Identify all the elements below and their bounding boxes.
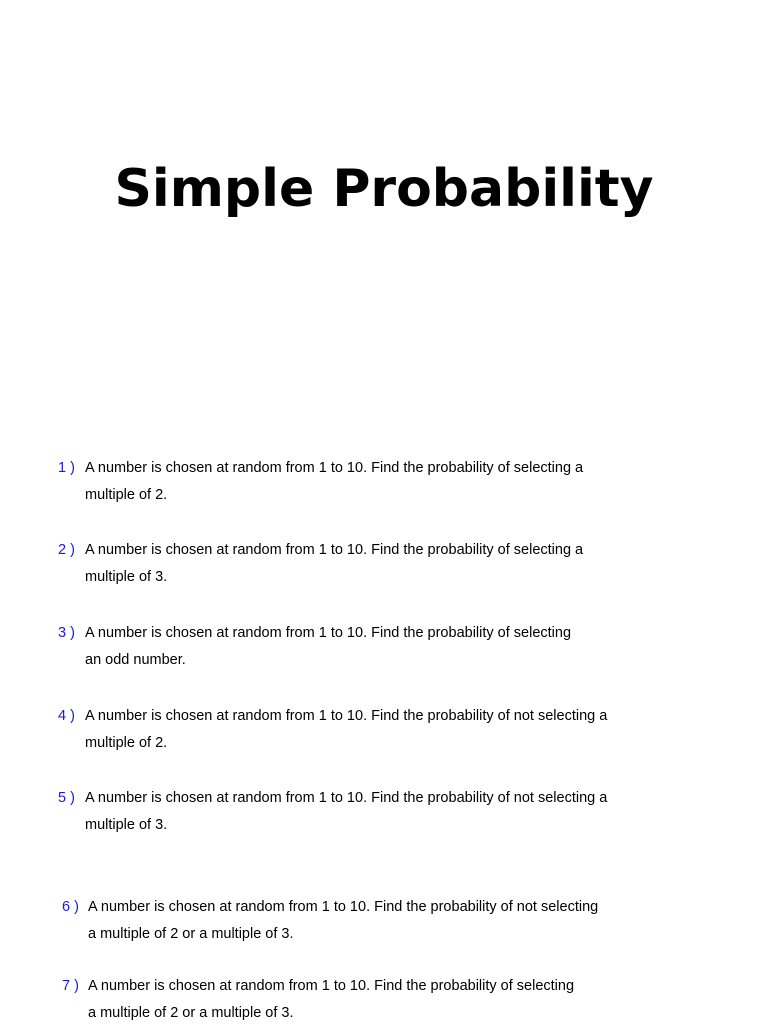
- page-title: Simple Probability: [114, 159, 654, 219]
- question-text: A number is chosen at random from 1 to 10. Find the probability of selecting a multiple of 2 or a multiple of 3.: [88, 978, 575, 1021]
- question-number: 6 ): [62, 899, 79, 915]
- question-text: A number is chosen at random from 1 to 10. Find the probability of not selecting a multiple of 2.: [85, 708, 608, 751]
- question-4: [58, 703, 607, 756]
- question-text: A number is chosen at random from 1 to 10. Find the probability of selecting an odd number.: [85, 625, 572, 668]
- question-text: A number is chosen at random from 1 to 10. Find the probability of not selecting a multiple of 3.: [85, 790, 608, 833]
- question-number: 1 ): [58, 460, 75, 476]
- question-1: [58, 455, 583, 508]
- question-7: [62, 973, 574, 1026]
- question-6: [62, 894, 598, 947]
- question-number: 5 ): [58, 790, 75, 806]
- question-2: [58, 537, 583, 590]
- question-text: A number is chosen at random from 1 to 10. Find the probability of selecting a multiple of 3.: [85, 542, 584, 585]
- question-3: [58, 620, 571, 673]
- question-number: 7 ): [62, 978, 79, 994]
- question-number: 4 ): [58, 708, 75, 724]
- question-text: A number is chosen at random from 1 to 10. Find the probability of not selecting a multiple of 2 or a multiple of 3.: [88, 899, 599, 942]
- question-5: [58, 785, 607, 838]
- question-number: 3 ): [58, 625, 75, 641]
- question-number: 2 ): [58, 542, 75, 558]
- question-text: A number is chosen at random from 1 to 10. Find the probability of selecting a multiple of 2.: [85, 460, 584, 503]
